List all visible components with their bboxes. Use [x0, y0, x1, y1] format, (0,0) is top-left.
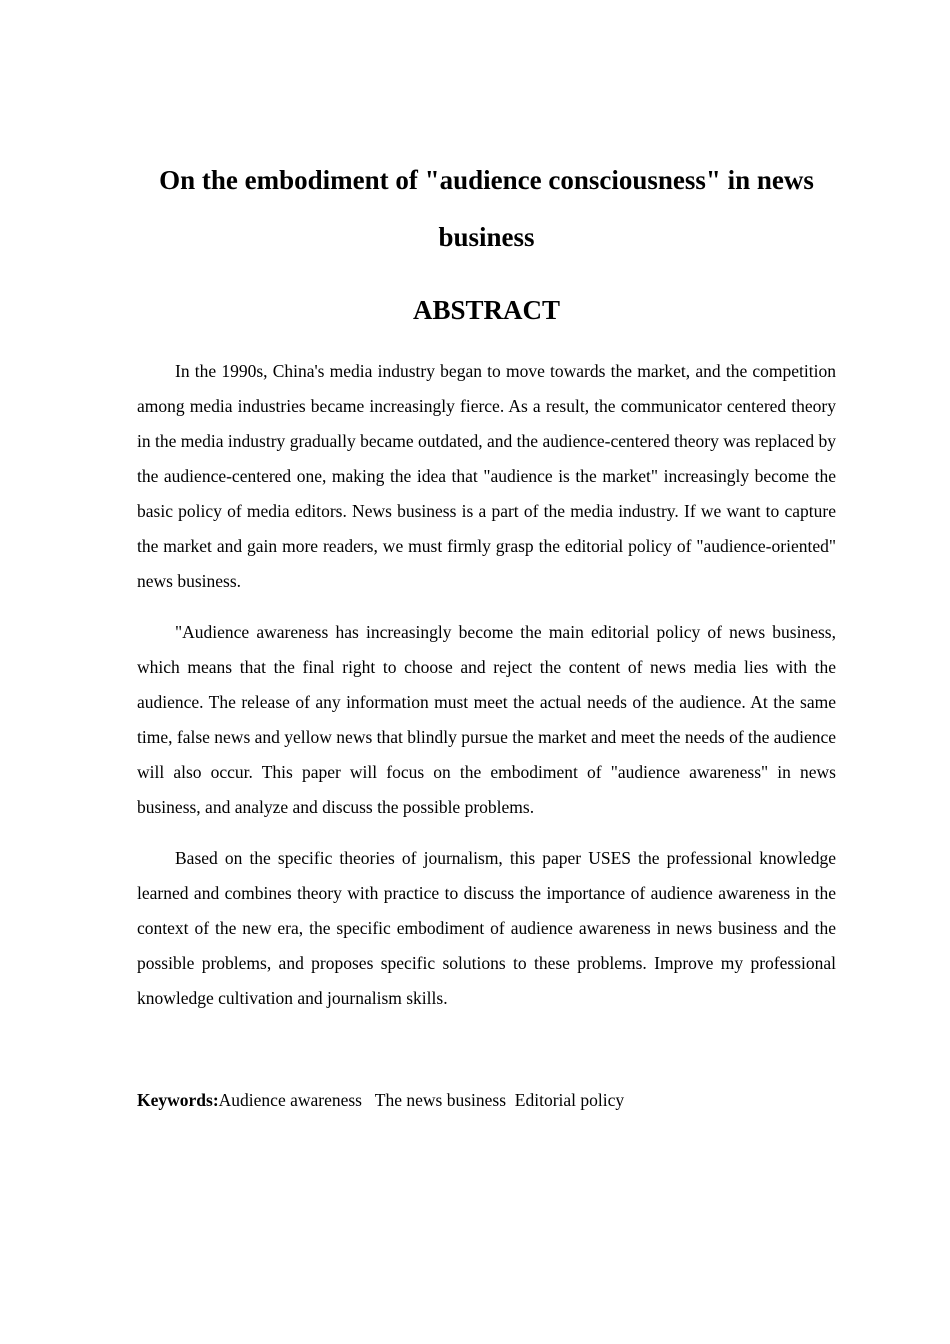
keywords-line [137, 1083, 836, 1118]
keywords-text: Audience awareness The news business Editorial policy [218, 1090, 625, 1110]
abstract-paragraph-2: "Audience awareness has increasingly become the main editorial policy of news business, which means that the final right to choose and reject the content of news media lies with the audience. The release of any information must meet the actual needs of the audience. At the same time, false news and yellow news that blindly pursue the market and meet the needs of the audience will also occur. This paper will focus on the embodiment of "audience awareness" in news business, and analyze and discuss the possible problems. [137, 622, 836, 817]
abstract-paragraph-3: Based on the specific theories of journalism, this paper USES the professional knowledge learned and combines theory with practice to discuss the importance of audience awareness in the context of the new era, the specific embodiment of audience awareness in news business and the possible problems, and proposes specific solutions to these problems. Improve my professional knowledge cultivation and journalism skills. [137, 848, 836, 1008]
document-body [137, 152, 836, 1118]
keywords-label: Keywords: [137, 1090, 219, 1110]
abstract-heading: ABSTRACT [412, 295, 561, 325]
paper-title: On the embodiment of "audience consciousness" in news business [159, 165, 814, 252]
abstract-paragraph-1: In the 1990s, China's media industry began to move towards the market, and the competition among media industries became increasingly fierce. As a result, the communicator centered theory in the media industry gradually became outdated, and the audience-centered theory was replaced by the audience-centered one, making the idea that "audience is the market" increasingly become the basic policy of media editors. News business is a part of the media industry. If we want to capture the market and gain more readers, we must firmly grasp the editorial policy of "audience-oriented" news business. [137, 361, 836, 591]
